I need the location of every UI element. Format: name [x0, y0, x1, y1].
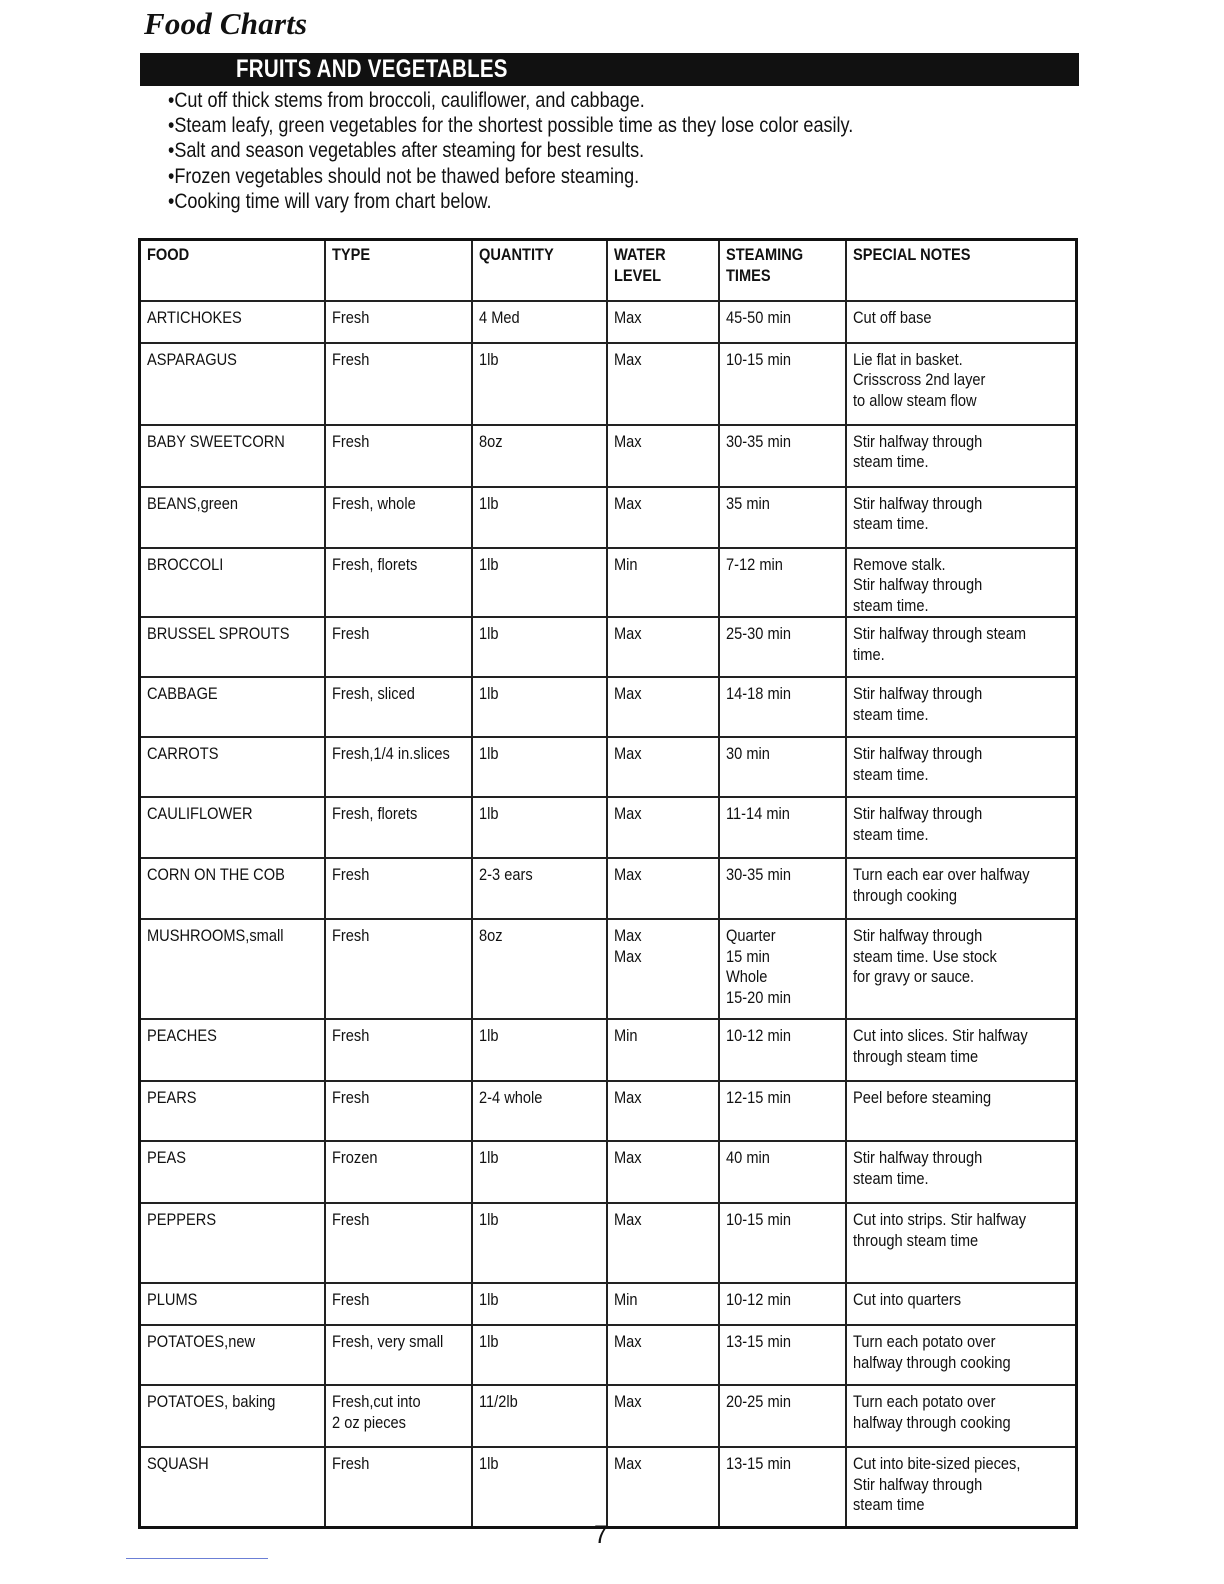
- cell-type: Fresh, very small: [325, 1325, 472, 1385]
- table-row: [140, 1325, 1077, 1385]
- cell-water-level: Max: [607, 301, 719, 343]
- cell-water-level: Max: [607, 677, 719, 737]
- table-row: [140, 617, 1077, 677]
- cell-special-notes: Stir halfway through steam time.: [846, 797, 1077, 858]
- column-header-quantity: QUANTITY: [472, 240, 607, 301]
- cell-type: Fresh,cut into 2 oz pieces: [325, 1385, 472, 1447]
- cell-type: Fresh: [325, 1447, 472, 1527]
- cell-food: CORN ON THE COB: [140, 858, 325, 919]
- cell-quantity: 1lb: [472, 617, 607, 677]
- table-row: [140, 1447, 1077, 1527]
- table-row: [140, 1141, 1077, 1203]
- cell-type: Fresh: [325, 1203, 472, 1283]
- cell-water-level: Max: [607, 1385, 719, 1447]
- footer-rule: [126, 1558, 268, 1559]
- cell-steaming-times: 30 min: [719, 737, 846, 797]
- column-header-type: TYPE: [325, 240, 472, 301]
- table-row: [140, 919, 1077, 1019]
- cell-type: Fresh, florets: [325, 548, 472, 618]
- cell-type: Fresh,1/4 in.slices: [325, 737, 472, 797]
- cell-food: CAULIFLOWER: [140, 797, 325, 858]
- cell-special-notes: Peel before steaming: [846, 1081, 1077, 1141]
- cell-steaming-times: 30-35 min: [719, 425, 846, 487]
- table-row: [140, 343, 1077, 425]
- cell-steaming-times: Quarter 15 min Whole 15-20 min: [719, 919, 846, 1019]
- cell-water-level: Min: [607, 1019, 719, 1081]
- cell-steaming-times: 13-15 min: [719, 1447, 846, 1527]
- cell-type: Fresh: [325, 919, 472, 1019]
- cell-type: Fresh, sliced: [325, 677, 472, 737]
- cell-quantity: 11/2lb: [472, 1385, 607, 1447]
- cell-food: CARROTS: [140, 737, 325, 797]
- cell-quantity: 2-4 whole: [472, 1081, 607, 1141]
- cell-special-notes: Turn each potato over halfway through cooking: [846, 1385, 1077, 1447]
- cell-special-notes: Cut off base: [846, 301, 1077, 343]
- cell-water-level: Max: [607, 1081, 719, 1141]
- cell-water-level: Max: [607, 737, 719, 797]
- cell-quantity: 1lb: [472, 1019, 607, 1081]
- section-banner-label: FRUITS AND VEGETABLES: [236, 55, 508, 83]
- cell-steaming-times: 40 min: [719, 1141, 846, 1203]
- cell-water-level: Min: [607, 1283, 719, 1325]
- cell-water-level: Max: [607, 1447, 719, 1527]
- cell-steaming-times: 10-15 min: [719, 1203, 846, 1283]
- cell-quantity: 1lb: [472, 1141, 607, 1203]
- cell-steaming-times: 35 min: [719, 487, 846, 548]
- section-banner: [140, 53, 1079, 86]
- cell-type: Fresh: [325, 1081, 472, 1141]
- cell-quantity: 1lb: [472, 1325, 607, 1385]
- table-row: [140, 1283, 1077, 1325]
- cell-quantity: 8oz: [472, 425, 607, 487]
- table-row: [140, 677, 1077, 737]
- table-row: [140, 797, 1077, 858]
- tips-list: [168, 88, 965, 214]
- cell-quantity: 1lb: [472, 1447, 607, 1527]
- table-header-row: [140, 240, 1077, 301]
- cell-type: Fresh: [325, 1019, 472, 1081]
- cell-special-notes: Stir halfway through steam time.: [846, 677, 1077, 737]
- cell-food: CABBAGE: [140, 677, 325, 737]
- cell-steaming-times: 20-25 min: [719, 1385, 846, 1447]
- tip-item: •Cut off thick stems from broccoli, cauliflower, and cabbage.: [168, 89, 645, 112]
- steaming-chart-table: [138, 238, 1078, 1529]
- page-number: 7: [594, 1521, 608, 1549]
- cell-type: Fresh, florets: [325, 797, 472, 858]
- column-header-steaming-times: STEAMING TIMES: [719, 240, 846, 301]
- cell-quantity: 1lb: [472, 343, 607, 425]
- cell-water-level: Max: [607, 343, 719, 425]
- cell-water-level: Max: [607, 487, 719, 548]
- cell-food: PEARS: [140, 1081, 325, 1141]
- cell-food: ASPARAGUS: [140, 343, 325, 425]
- cell-quantity: 1lb: [472, 1283, 607, 1325]
- cell-special-notes: Cut into strips. Stir halfway through steam time: [846, 1203, 1077, 1283]
- page-title: Food Charts: [144, 6, 308, 41]
- cell-water-level: Min: [607, 548, 719, 618]
- column-header-food: FOOD: [140, 240, 325, 301]
- cell-food: ARTICHOKES: [140, 301, 325, 343]
- cell-special-notes: Stir halfway through steam time.: [846, 617, 1077, 677]
- cell-type: Fresh: [325, 858, 472, 919]
- cell-water-level: Max: [607, 1325, 719, 1385]
- cell-type: Fresh: [325, 301, 472, 343]
- column-header-water-level: WATER LEVEL: [607, 240, 719, 301]
- cell-type: Fresh: [325, 343, 472, 425]
- cell-steaming-times: 30-35 min: [719, 858, 846, 919]
- cell-steaming-times: 10-12 min: [719, 1283, 846, 1325]
- cell-steaming-times: 12-15 min: [719, 1081, 846, 1141]
- cell-water-level: Max: [607, 425, 719, 487]
- cell-food: BEANS,green: [140, 487, 325, 548]
- cell-steaming-times: 10-15 min: [719, 343, 846, 425]
- table-row: [140, 487, 1077, 548]
- cell-special-notes: Turn each ear over halfway through cooking: [846, 858, 1077, 919]
- cell-food: PEAS: [140, 1141, 325, 1203]
- cell-quantity: 1lb: [472, 487, 607, 548]
- cell-quantity: 1lb: [472, 677, 607, 737]
- cell-food: SQUASH: [140, 1447, 325, 1527]
- cell-food: PEPPERS: [140, 1203, 325, 1283]
- table-body: [140, 301, 1077, 1528]
- cell-type: Fresh: [325, 617, 472, 677]
- table-row: [140, 1019, 1077, 1081]
- cell-special-notes: Remove stalk. Stir halfway through steam time.: [846, 548, 1077, 618]
- cell-special-notes: Stir halfway through steam time.: [846, 737, 1077, 797]
- table-row: [140, 858, 1077, 919]
- cell-type: Fresh: [325, 1283, 472, 1325]
- cell-water-level: Max Max: [607, 919, 719, 1019]
- cell-quantity: 1lb: [472, 737, 607, 797]
- cell-type: Fresh, whole: [325, 487, 472, 548]
- table-row: [140, 1203, 1077, 1283]
- tip-item: •Frozen vegetables should not be thawed before steaming.: [168, 164, 640, 188]
- cell-food: POTATOES,new: [140, 1325, 325, 1385]
- cell-water-level: Max: [607, 858, 719, 919]
- cell-food: BROCCOLI: [140, 548, 325, 618]
- cell-water-level: Max: [607, 617, 719, 677]
- cell-steaming-times: 45-50 min: [719, 301, 846, 343]
- cell-quantity: 1lb: [472, 548, 607, 618]
- cell-food: PLUMS: [140, 1283, 325, 1325]
- cell-food: POTATOES, baking: [140, 1385, 325, 1447]
- cell-type: Fresh: [325, 425, 472, 487]
- tip-item: •Salt and season vegetables after steaming for best results.: [168, 139, 645, 163]
- table-row: [140, 1081, 1077, 1141]
- cell-special-notes: Turn each potato over halfway through cooking: [846, 1325, 1077, 1385]
- cell-water-level: Max: [607, 1141, 719, 1203]
- cell-steaming-times: 13-15 min: [719, 1325, 846, 1385]
- cell-special-notes: Stir halfway through steam time.: [846, 1141, 1077, 1203]
- cell-steaming-times: 11-14 min: [719, 797, 846, 858]
- cell-steaming-times: 25-30 min: [719, 617, 846, 677]
- cell-food: BABY SWEETCORN: [140, 425, 325, 487]
- cell-special-notes: Cut into quarters: [846, 1283, 1077, 1325]
- cell-type: Frozen: [325, 1141, 472, 1203]
- cell-special-notes: Stir halfway through steam time.: [846, 425, 1077, 487]
- tip-item: •Cooking time will vary from chart below.: [168, 189, 492, 213]
- table-row: [140, 1385, 1077, 1447]
- cell-quantity: 8oz: [472, 919, 607, 1019]
- cell-special-notes: Stir halfway through steam time.: [846, 487, 1077, 548]
- cell-special-notes: Cut into slices. Stir halfway through steam time: [846, 1019, 1077, 1081]
- cell-food: PEACHES: [140, 1019, 325, 1081]
- cell-special-notes: Cut into bite-sized pieces, Stir halfway through steam time: [846, 1447, 1077, 1527]
- cell-food: BRUSSEL SPROUTS: [140, 617, 325, 677]
- cell-special-notes: Lie flat in basket. Crisscross 2nd layer to allow steam flow: [846, 343, 1077, 425]
- table-row: [140, 301, 1077, 343]
- table-row: [140, 548, 1077, 618]
- cell-water-level: Max: [607, 797, 719, 858]
- cell-quantity: 1lb: [472, 797, 607, 858]
- cell-quantity: 1lb: [472, 1203, 607, 1283]
- cell-steaming-times: 10-12 min: [719, 1019, 846, 1081]
- cell-food: MUSHROOMS,small: [140, 919, 325, 1019]
- column-header-special-notes: SPECIAL NOTES: [846, 240, 1077, 301]
- cell-steaming-times: 7-12 min: [719, 548, 846, 618]
- table-row: [140, 737, 1077, 797]
- cell-quantity: 4 Med: [472, 301, 607, 343]
- cell-special-notes: Stir halfway through steam time. Use stock for gravy or sauce.: [846, 919, 1077, 1019]
- tip-item: •Steam leafy, green vegetables for the shortest possible time as they lose color easily.: [168, 114, 854, 138]
- cell-water-level: Max: [607, 1203, 719, 1283]
- table-row: [140, 425, 1077, 487]
- cell-quantity: 2-3 ears: [472, 858, 607, 919]
- cell-steaming-times: 14-18 min: [719, 677, 846, 737]
